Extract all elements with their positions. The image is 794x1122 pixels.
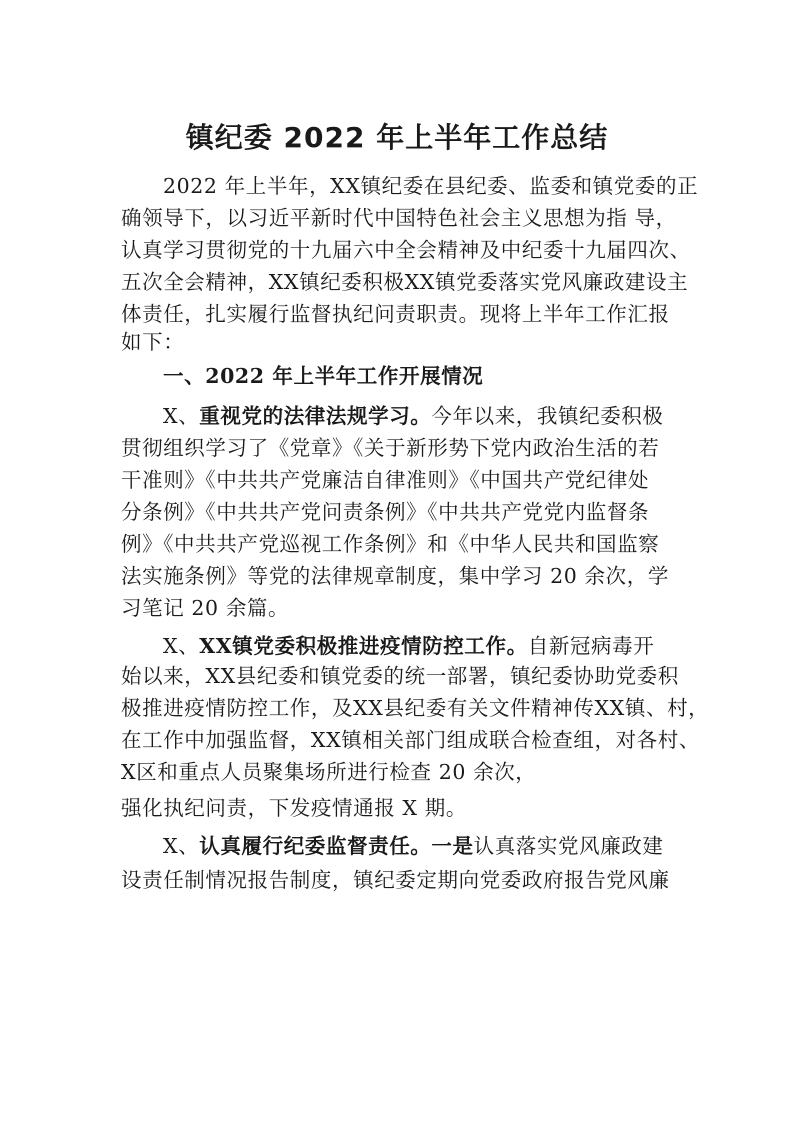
item2-prefix: X、 xyxy=(163,634,200,658)
item1-line: 法实施条例》等党的法律规章制度，集中学习 20 余次，学 xyxy=(121,564,669,588)
item1-heading: 重视党的法律法规学习。 xyxy=(199,404,432,428)
item1-first-text: 今年以来，我镇纪委积极 xyxy=(431,404,664,428)
intro-line: 2022 年上半年，XX镇纪委在县纪委、监委和镇党委的正 xyxy=(163,174,699,198)
item1-line: 习笔记 20 余篇。 xyxy=(121,596,290,620)
item2-first-line xyxy=(163,630,683,662)
item1-prefix: X、 xyxy=(163,404,200,428)
item1-line: 贯彻组织学习了《党章》《关于新形势下党内政治生活的若 xyxy=(121,436,660,460)
item3-bold2: 一是 xyxy=(431,834,474,858)
item1-line: 分条例》《中共共产党问责条例》《中共共产党党内监督条 xyxy=(121,500,650,524)
item2-line: 极推进疫情防控工作，及XX县纪委有关文件精神传XX镇、村， xyxy=(121,696,710,720)
section-heading: 一、2022 年上半年工作开展情况 xyxy=(163,364,484,388)
item3-heading: 认真履行纪委监督责任。 xyxy=(199,834,432,858)
intro-line: 认真学习贯彻党的十九届六中全会精神及中纪委十九届四次、 xyxy=(121,238,691,262)
item3-line: 设责任制情况报告制度，镇纪委定期向党委政府报告党风廉 xyxy=(121,868,670,892)
item2-heading: XX镇党委积极推进疫情防控工作。 xyxy=(199,634,528,658)
item2-line: X区和重点人员聚集场所进行检查 20 余次， xyxy=(121,760,537,784)
intro-line: 五次全会精神，XX镇纪委积极XX镇党委落实党风廉政建设主 xyxy=(121,270,689,294)
item2-line: 始以来，XX县纪委和镇党委的统一部署，镇纪委协助党委积 xyxy=(121,664,679,688)
intro-line: 体责任，扎实履行监督执纪问责职责。现将上半年工作汇报 xyxy=(121,302,670,326)
item1-line: 例》《中共共产党巡视工作条例》和《中华人民共和国监察 xyxy=(121,532,660,556)
item2-first-text: 自新冠病毒开 xyxy=(527,634,655,658)
intro-line: 如下： xyxy=(121,330,185,354)
item1-line: 干准则》《中共共产党廉洁自律准则》《中国共产党纪律处 xyxy=(121,468,650,492)
item3-prefix: X、 xyxy=(163,834,200,858)
item1-first-line xyxy=(163,400,683,432)
item3-first-text: 认真落实党风廉政建 xyxy=(473,834,664,858)
item3-first-line xyxy=(163,830,683,862)
intro-line: 确领导下，以习近平新时代中国特色社会主义思想为指 导， xyxy=(121,206,677,230)
item2-line: 在工作中加强监督，XX镇相关部门组成联合检查组，对各村、 xyxy=(121,728,700,752)
document-title: 镇纪委 2022 年上半年工作总结 xyxy=(185,121,609,154)
item2-line: 强化执纪问责，下发疫情通报 X 期。 xyxy=(121,796,467,820)
